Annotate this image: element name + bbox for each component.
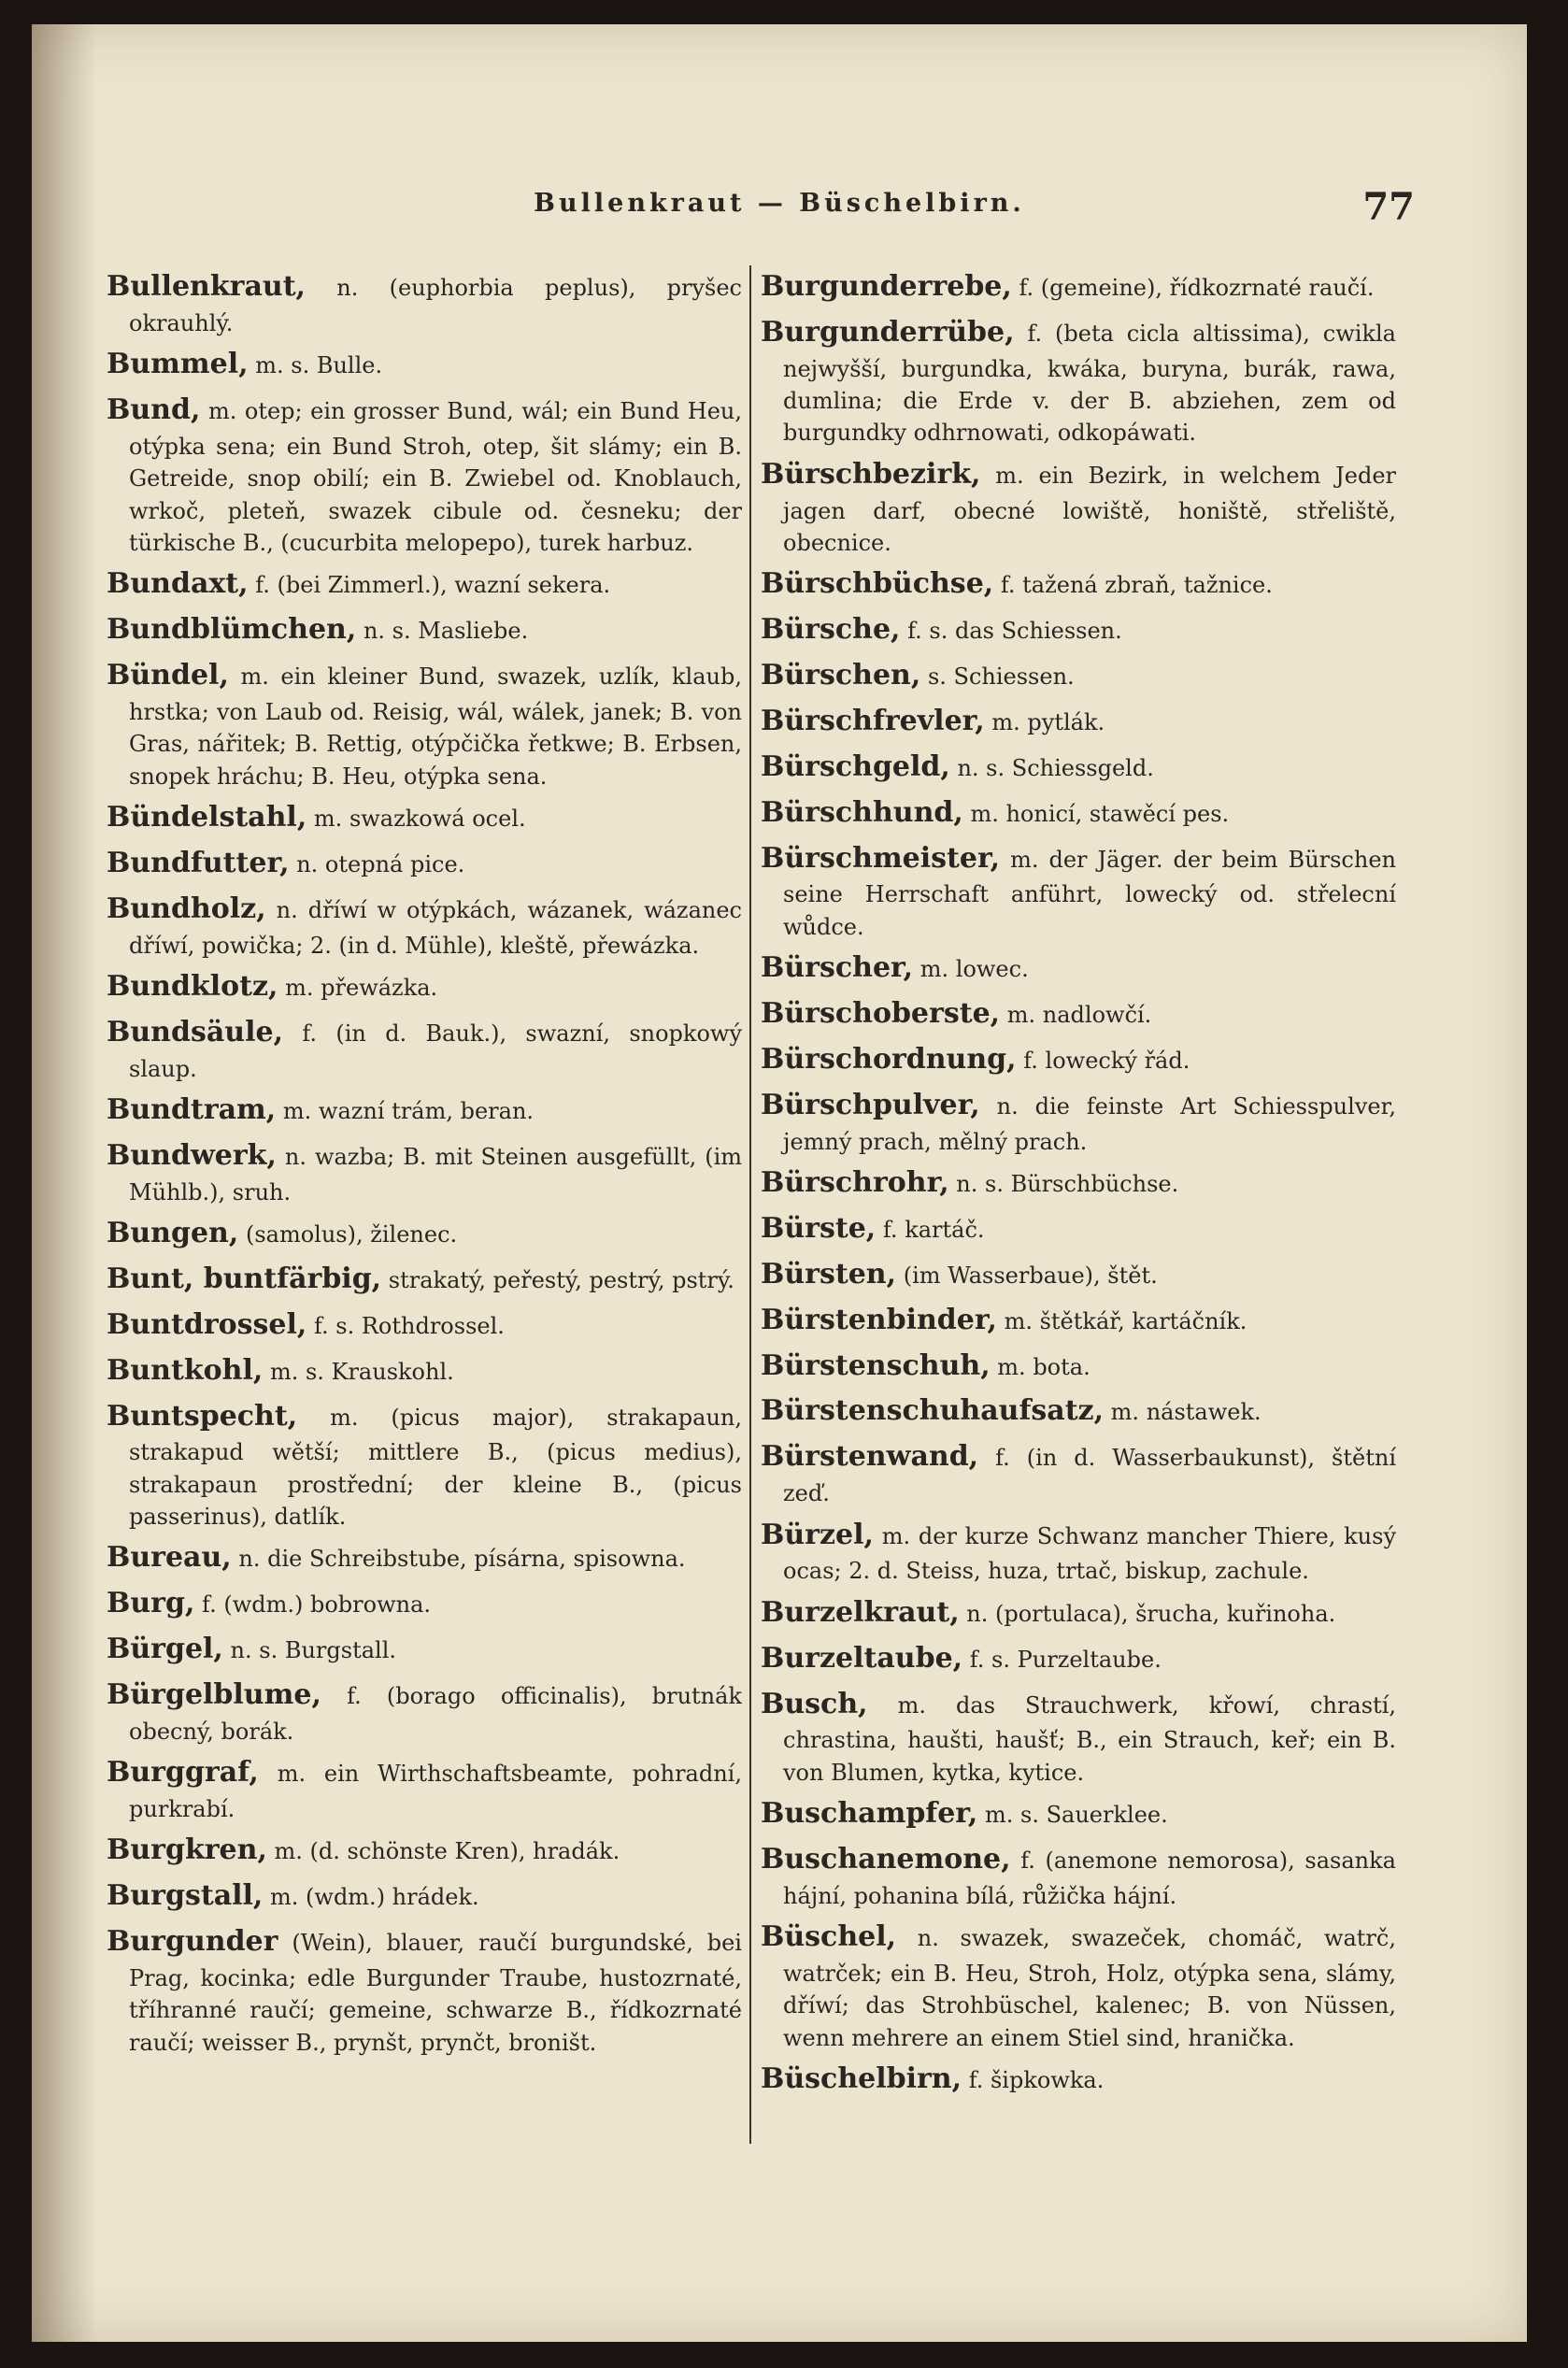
entry-headword: Bureau, xyxy=(107,1541,232,1575)
entry-definition: m. der Jäger. der beim Bürschen seine Herrschaft anführt, lowecký od. střelecní wůdce. xyxy=(783,846,1396,940)
entry-definition: n. dříwí w otýpkách, wázanek, wázanec dříwí, powička; 2. (in d. Mühle), kleště, přewázka. xyxy=(129,896,742,959)
dictionary-entry xyxy=(761,748,1396,788)
dictionary-entry xyxy=(761,1347,1396,1387)
entry-headword: Bürschen, xyxy=(761,659,921,692)
entry-headword: Bürgelblume, xyxy=(107,1678,321,1712)
entry-definition: f. s. das Schiessen. xyxy=(907,618,1122,645)
entry-headword: Burgunderrebe, xyxy=(761,270,1012,303)
entry-headword: Bürstenschuhaufsatz, xyxy=(761,1394,1105,1428)
entry-headword: Bürschgeld, xyxy=(761,749,950,783)
dictionary-entry xyxy=(107,1922,742,2059)
dictionary-entry xyxy=(107,345,742,385)
dictionary-entry xyxy=(761,994,1396,1034)
dictionary-entry xyxy=(761,267,1396,307)
dictionary-entry xyxy=(761,1593,1396,1633)
entry-definition: m. swazkowá ocel. xyxy=(313,805,526,832)
entry-headword: Buntkohl, xyxy=(107,1353,264,1387)
entry-definition: m. přewázka. xyxy=(285,974,438,1001)
dictionary-entry xyxy=(761,1685,1396,1790)
entry-headword: Büschelbirn, xyxy=(761,2061,962,2095)
dictionary-entry xyxy=(761,839,1396,944)
dictionary-entry xyxy=(107,391,742,559)
entry-headword: Bürschbüchse, xyxy=(761,567,994,601)
entry-definition: m. das Strauchwerk, křowí, chrastí, chrastina, haušti, haušť; B., ein Strauch, keř; ein B. von Blumen, kytka, kytice. xyxy=(783,1691,1396,1786)
entry-definition: (im Wasserbaue), štět. xyxy=(903,1262,1158,1289)
entry-headword: Bundblümchen, xyxy=(107,613,357,647)
entry-headword: Burzeltaube, xyxy=(761,1641,963,1675)
entry-definition: m. s. Krauskohl. xyxy=(269,1358,454,1385)
entry-headword: Bürscher, xyxy=(761,951,914,985)
entry-headword: Bürschfrevler, xyxy=(761,704,985,737)
entry-definition: n. s. Burgstall. xyxy=(230,1637,396,1664)
entry-headword: Burgstall, xyxy=(107,1879,264,1913)
entry-definition: f. (wdm.) bobrowna. xyxy=(202,1591,432,1619)
entry-definition: f. tažená zbraň, tažnice. xyxy=(1000,572,1273,599)
entry-definition: m. štětkář, kartáčník. xyxy=(1004,1307,1247,1334)
entry-definition: f. kartáč. xyxy=(882,1216,985,1243)
dictionary-entry xyxy=(107,1630,742,1670)
dictionary-entry xyxy=(107,610,742,650)
dictionary-entry xyxy=(761,1040,1396,1080)
entry-headword: Buntdrossel, xyxy=(107,1307,307,1341)
dictionary-entry xyxy=(107,267,742,339)
entry-definition: m. (wdm.) hrádek. xyxy=(270,1884,479,1911)
dictionary-entry xyxy=(107,1538,742,1578)
entry-headword: Busch, xyxy=(761,1687,868,1720)
entry-definition: f. s. Purzeltaube. xyxy=(969,1646,1162,1673)
dictionary-entry xyxy=(761,793,1396,834)
entry-headword: Bundtram, xyxy=(107,1092,277,1126)
entry-headword: Bundwerk, xyxy=(107,1138,277,1172)
entry-definition: (samolus), žilenec. xyxy=(245,1221,458,1248)
dictionary-entry xyxy=(761,1391,1396,1432)
entry-headword: Bürschpulver, xyxy=(761,1088,980,1121)
entry-headword: Bund, xyxy=(107,393,201,427)
entry-definition: strakatý, peřestý, pestrý, pstrý. xyxy=(388,1266,734,1293)
dictionary-entry xyxy=(107,1831,742,1871)
dictionary-entry xyxy=(107,1676,742,1747)
entry-definition: n. s. Bürschbüchse. xyxy=(956,1170,1179,1197)
entry-headword: Buntspecht, xyxy=(107,1399,298,1433)
dictionary-entry xyxy=(761,1163,1396,1204)
entry-definition: m. s. Sauerklee. xyxy=(985,1802,1168,1829)
entry-headword: Bürschmeister, xyxy=(761,841,1001,875)
entry-definition: n. wazba; B. mit Steinen ausgefüllt, (im Mühlb.), sruh. xyxy=(129,1143,742,1205)
entry-definition: m. ein Wirthschaftsbeamte, pohradní, purkrabí. xyxy=(129,1761,742,1823)
entry-headword: Bürschhund, xyxy=(761,795,963,829)
dictionary-entry xyxy=(761,1918,1396,2054)
dictionary-entry xyxy=(107,1584,742,1624)
dictionary-entry xyxy=(761,1301,1396,1341)
entry-definition: n. (portulaca), šrucha, kuřinoha. xyxy=(966,1600,1336,1627)
entry-definition: n. s. Schiessgeld. xyxy=(957,754,1154,781)
entry-headword: Bürschoberste, xyxy=(761,996,1001,1030)
dictionary-entry xyxy=(107,1876,742,1917)
entry-headword: Bürzel, xyxy=(761,1518,874,1551)
entry-definition: f. (in d. Bauk.), swazní, snopkowý slaup. xyxy=(129,1020,742,1082)
entry-headword: Bullenkraut, xyxy=(107,270,306,303)
entry-headword: Bummel, xyxy=(107,348,249,381)
dictionary-entry xyxy=(761,2060,1396,2100)
entry-definition: f. s. Rothdrossel. xyxy=(313,1312,505,1339)
entry-definition: f. (bei Zimmerl.), wazní sekera. xyxy=(255,572,611,599)
entry-headword: Bürstenbinder, xyxy=(761,1303,997,1336)
entry-headword: Buschanemone, xyxy=(761,1842,1011,1876)
dictionary-entry xyxy=(107,564,742,605)
left-column xyxy=(107,267,742,2164)
entry-headword: Bundklotz, xyxy=(107,969,278,1003)
entry-headword: Bündel, xyxy=(107,659,229,692)
dictionary-entry xyxy=(761,1794,1396,1834)
dictionary-entry xyxy=(107,844,742,884)
entry-headword: Bundaxt, xyxy=(107,567,249,601)
entry-headword: Burgunderrübe, xyxy=(761,315,1015,349)
dictionary-entry xyxy=(107,1136,742,1208)
entry-definition: n. die Schreibstube, písárna, spisowna. xyxy=(238,1546,686,1573)
book-page xyxy=(32,24,1527,2342)
entry-definition: f. (beta cicla altissima), cwikla nejwyšší, burgundka, kwáka, buryna, burák, rawa, dumlina; die Erde v. der B. abziehen, zem od burgundky odhrnowati, odkopáwati. xyxy=(783,320,1396,447)
dictionary-entry xyxy=(761,1840,1396,1912)
entry-definition: m. wazní trám, beran. xyxy=(282,1097,535,1124)
entry-definition: m. ein Bezirk, in welchem Jeder jagen darf, obecné lowiště, honiště, střeliště, obecnice. xyxy=(783,462,1396,556)
entry-headword: Burgkren, xyxy=(107,1833,267,1867)
entry-definition: m. otep; ein grosser Bund, wál; ein Bund Heu, otýpka sena; ein Bund Stroh, otep, šit slámy; ein B. Getreide, snop obilí; ein B. Zwiebel od. Knoblauch, wrkoč, pleteň, swazek cibule od. česneku; der türkische B., (cucurbita melopepo), turek harbuz. xyxy=(129,398,742,556)
entry-headword: Bürschbezirk, xyxy=(761,457,981,491)
dictionary-entry xyxy=(761,702,1396,742)
entry-definition: s. Schiessen. xyxy=(927,663,1075,691)
right-column xyxy=(761,267,1396,2164)
dictionary-entry xyxy=(761,1209,1396,1249)
dictionary-entry xyxy=(107,1351,742,1391)
entry-headword: Bürsche, xyxy=(761,613,901,647)
page-gutter-shadow xyxy=(32,24,97,2342)
dictionary-entry xyxy=(107,1305,742,1346)
dictionary-entry xyxy=(107,967,742,1007)
entry-definition: m. nástawek. xyxy=(1110,1399,1262,1426)
entry-definition: m. honicí, stawěcí pes. xyxy=(970,800,1230,827)
entry-definition: f. (borago officinalis), brutnák obecný, borák. xyxy=(129,1683,742,1745)
dictionary-entry xyxy=(761,949,1396,989)
entry-definition: m. bota. xyxy=(997,1353,1090,1380)
entry-headword: Bündelstahl, xyxy=(107,800,307,834)
running-head: Bullenkraut — Büschelbirn. xyxy=(534,189,1025,218)
dictionary-entry xyxy=(107,1260,742,1300)
entry-definition: f. (anemone nemorosa), sasanka hájní, pohanina bílá, růžička hájní. xyxy=(783,1847,1396,1909)
entry-definition: m. pytlák. xyxy=(991,708,1105,735)
entry-definition: m. lowec. xyxy=(919,956,1029,983)
entry-headword: Bürstenschuh, xyxy=(761,1348,991,1382)
entry-headword: Burg, xyxy=(107,1587,195,1620)
entry-definition: m. (d. schönste Kren), hradák. xyxy=(274,1838,620,1865)
entry-headword: Burzelkraut, xyxy=(761,1595,960,1629)
entry-definition: f. šipkowka. xyxy=(968,2066,1105,2093)
dictionary-entry xyxy=(761,656,1396,696)
entry-headword: Bundsäule, xyxy=(107,1015,284,1048)
dictionary-entry xyxy=(107,890,742,962)
entry-definition: f. lowecký řád. xyxy=(1023,1047,1190,1074)
dictionary-entry xyxy=(107,1214,742,1254)
entry-headword: Bürste, xyxy=(761,1211,877,1245)
entry-definition: (Wein), blauer, raučí burgundské, bei Prag, kocinka; edle Burgunder Traube, hustozrnaté, tříhranné raučí; gemeine, schwarze B., řídkozrnaté raučí; weisser B., prynšt, prynčt, broništ. xyxy=(129,1930,742,2056)
dictionary-entry xyxy=(107,1397,742,1533)
entry-headword: Bürgel, xyxy=(107,1633,223,1666)
entry-headword: Bundfutter, xyxy=(107,846,290,879)
entry-definition: n. swazek, swazeček, chomáč, watrč, watrček; ein B. Heu, Stroh, Holz, otýpka sena, slámy, dříwí; das Strohbüschel, kalenec; B. von Nüssen, wenn mehrere an einem Stiel sind, hranička. xyxy=(783,1925,1396,2051)
dictionary-entry xyxy=(761,1516,1396,1588)
column-divider xyxy=(749,265,751,2144)
dictionary-entry xyxy=(761,455,1396,560)
entry-headword: Bürschrohr, xyxy=(761,1165,949,1199)
entry-definition: m. s. Bulle. xyxy=(255,352,383,379)
entry-definition: m. (picus major), strakapaun, strakapud wětší; mittlere B., (picus medius), strakapaun prostřední; der kleine B., (picus passerinus), datlík. xyxy=(129,1404,742,1531)
entry-headword: Bundholz, xyxy=(107,892,266,925)
entry-headword: Bürstenwand, xyxy=(761,1440,979,1474)
dictionary-entry xyxy=(761,1437,1396,1509)
entry-definition: n. die feinste Art Schiesspulver, jemný prach, mělný prach. xyxy=(783,1092,1396,1155)
entry-definition: f. (gemeine), řídkozrnaté raučí. xyxy=(1019,275,1375,301)
dictionary-entry xyxy=(761,1639,1396,1679)
entry-headword: Bungen, xyxy=(107,1217,239,1250)
entry-definition: m. ein kleiner Bund, swazek, uzlík, klaub, hrstka; von Laub od. Reisig, wál, wálek, janek; B. von Gras, nářitek; B. Rettig, otýpčička řetkwe; B. Erbsen, snopek hráchu; B. Heu, otýpka sena. xyxy=(129,663,742,790)
dictionary-entry xyxy=(761,564,1396,605)
entry-headword: Bunt, buntfärbig, xyxy=(107,1262,382,1295)
entry-definition: m. der kurze Schwanz mancher Thiere, kusý ocas; 2. d. Steiss, huza, trtač, biskup, zachule. xyxy=(783,1522,1396,1585)
dictionary-entry xyxy=(107,1753,742,1825)
entry-headword: Burgunder xyxy=(107,1925,278,1959)
page-number: 77 xyxy=(1362,185,1415,229)
entry-headword: Burggraf, xyxy=(107,1756,259,1790)
dictionary-entry xyxy=(761,610,1396,650)
entry-definition: n. (euphorbia peplus), pryšec okrauhlý. xyxy=(129,275,742,336)
dictionary-entry xyxy=(761,313,1396,449)
dictionary-entry xyxy=(107,1013,742,1085)
entry-definition: m. nadlowčí. xyxy=(1006,1001,1152,1028)
dictionary-entry xyxy=(107,656,742,792)
entry-headword: Büschel, xyxy=(761,1920,897,1954)
entry-definition: f. (in d. Wasserbaukunst), štětní zeď. xyxy=(783,1445,1396,1507)
dictionary-entry xyxy=(107,1091,742,1131)
entry-definition: n. s. Masliebe. xyxy=(363,618,529,645)
dictionary-entry xyxy=(761,1086,1396,1158)
entry-headword: Bürsten, xyxy=(761,1257,897,1291)
entry-headword: Buschampfer, xyxy=(761,1797,978,1831)
entry-headword: Bürschordnung, xyxy=(761,1042,1017,1076)
dictionary-entry xyxy=(761,1255,1396,1295)
entry-definition: n. otepná pice. xyxy=(296,850,465,877)
dictionary-entry xyxy=(107,798,742,838)
